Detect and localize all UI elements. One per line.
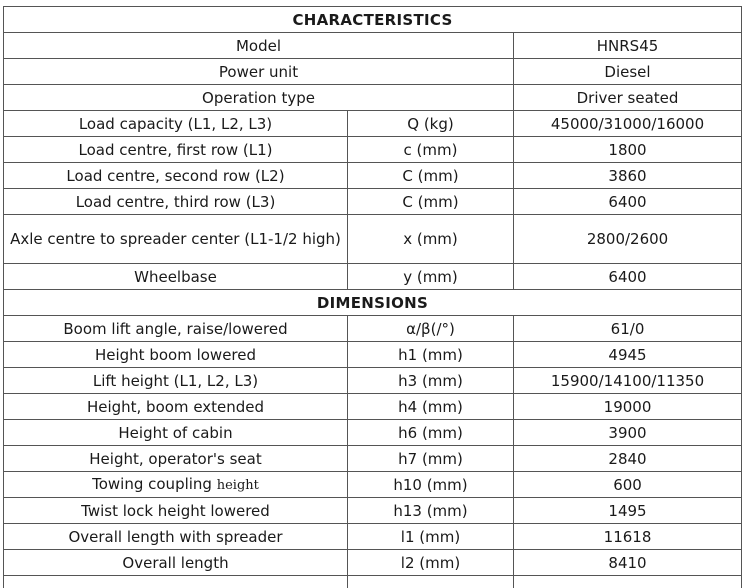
empty-cell	[4, 576, 348, 588]
spec-unit: h7 (mm)	[348, 446, 514, 472]
table-row	[4, 420, 742, 446]
table-row	[4, 368, 742, 394]
spec-label: Height boom lowered	[4, 342, 348, 368]
spec-unit: y (mm)	[348, 264, 514, 290]
table-row	[4, 137, 742, 163]
empty-cell	[348, 576, 514, 588]
spec-label: Load centre, first row (L1)	[4, 137, 348, 163]
table-row	[4, 550, 742, 576]
spec-value: 1800	[514, 137, 742, 163]
spec-value: 11618	[514, 524, 742, 550]
spec-value: 19000	[514, 394, 742, 420]
specifications-table	[3, 6, 742, 588]
spec-value: 600	[514, 472, 742, 498]
spec-unit: l2 (mm)	[348, 550, 514, 576]
spec-label: Height of cabin	[4, 420, 348, 446]
table-row	[4, 163, 742, 189]
spec-label: Load centre, second row (L2)	[4, 163, 348, 189]
spec-unit: h1 (mm)	[348, 342, 514, 368]
spec-value: 2840	[514, 446, 742, 472]
spec-value: 2800/2600	[514, 215, 742, 264]
spec-label: Height, boom extended	[4, 394, 348, 420]
spec-label: Operation type	[4, 85, 514, 111]
table-row	[4, 342, 742, 368]
table-row	[4, 316, 742, 342]
section-header-dimensions: DIMENSIONS	[4, 290, 742, 316]
spec-label-text: Towing coupling	[92, 475, 212, 493]
spec-label: Overall length	[4, 550, 348, 576]
table-row	[4, 446, 742, 472]
spec-unit: x (mm)	[348, 215, 514, 264]
table-row	[4, 394, 742, 420]
spec-label-suffix: height	[217, 478, 259, 493]
spec-label: Lift height (L1, L2, L3)	[4, 368, 348, 394]
table-row	[4, 33, 742, 59]
spec-value: 45000/31000/16000	[514, 111, 742, 137]
spec-unit: h3 (mm)	[348, 368, 514, 394]
spec-unit: h13 (mm)	[348, 498, 514, 524]
spec-label: Model	[4, 33, 514, 59]
spec-value: 1495	[514, 498, 742, 524]
spec-value: 61/0	[514, 316, 742, 342]
spec-unit: α/β(/°)	[348, 316, 514, 342]
spec-value: 4945	[514, 342, 742, 368]
spec-value: 8410	[514, 550, 742, 576]
table-row	[4, 215, 742, 264]
table-row	[4, 498, 742, 524]
spec-label: Load capacity (L1, L2, L3)	[4, 111, 348, 137]
table-row	[4, 290, 742, 316]
spec-value: Driver seated	[514, 85, 742, 111]
table-row	[4, 189, 742, 215]
spec-value: 6400	[514, 189, 742, 215]
spec-value: Diesel	[514, 59, 742, 85]
spec-unit: h4 (mm)	[348, 394, 514, 420]
spec-label: Boom lift angle, raise/lowered	[4, 316, 348, 342]
spec-label: Overall length with spreader	[4, 524, 348, 550]
spec-label: Height, operator's seat	[4, 446, 348, 472]
spec-label: Load centre, third row (L3)	[4, 189, 348, 215]
spec-value: 6400	[514, 264, 742, 290]
table-row	[4, 85, 742, 111]
spec-unit: C (mm)	[348, 189, 514, 215]
spec-label: Power unit	[4, 59, 514, 85]
spec-value: 3900	[514, 420, 742, 446]
spec-unit: C (mm)	[348, 163, 514, 189]
spec-unit: l1 (mm)	[348, 524, 514, 550]
spec-unit: h6 (mm)	[348, 420, 514, 446]
empty-cell	[514, 576, 742, 588]
spec-label: Wheelbase	[4, 264, 348, 290]
table-row	[4, 472, 742, 498]
table-row	[4, 524, 742, 550]
table-row-partial	[4, 576, 742, 588]
spec-unit: c (mm)	[348, 137, 514, 163]
spec-value: 3860	[514, 163, 742, 189]
section-header-characteristics: CHARACTERISTICS	[4, 7, 742, 33]
table-row	[4, 111, 742, 137]
spec-label	[4, 472, 348, 498]
spec-unit: Q (kg)	[348, 111, 514, 137]
table-row	[4, 59, 742, 85]
table-row	[4, 7, 742, 33]
spec-label: Twist lock height lowered	[4, 498, 348, 524]
table-row	[4, 264, 742, 290]
spec-unit: h10 (mm)	[348, 472, 514, 498]
spec-label: Axle centre to spreader center (L1-1/2 high)	[4, 215, 348, 264]
spec-value: 15900/14100/11350	[514, 368, 742, 394]
spec-value: HNRS45	[514, 33, 742, 59]
